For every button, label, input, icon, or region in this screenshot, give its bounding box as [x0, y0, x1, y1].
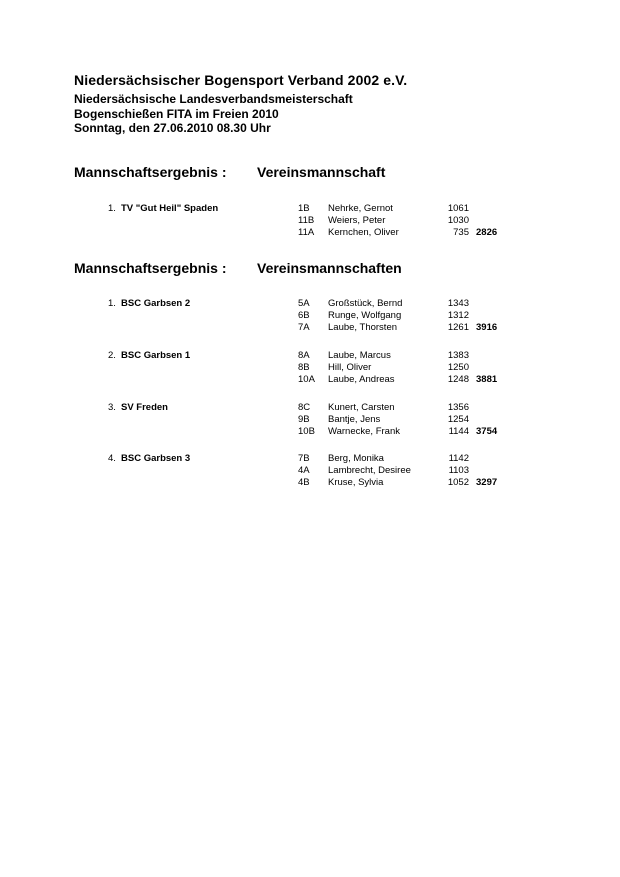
team-total: 3916: [476, 322, 498, 333]
document-title: Niedersächsischer Bogensport Verband 2002 e.V.: [74, 72, 408, 88]
target-position: 7A: [298, 322, 310, 333]
archer-name: Großstück, Bernd: [328, 298, 403, 309]
section-name: Vereinsmannschaft: [257, 164, 386, 180]
event-name: Niedersächsische Landesverbandsmeisterschaft: [74, 92, 353, 106]
member-row: [0, 350, 620, 362]
archer-name: Bantje, Jens: [328, 414, 381, 425]
team-rank: 4.: [108, 453, 116, 464]
member-row: [0, 310, 620, 322]
event-date: Sonntag, den 27.06.2010 08.30 Uhr: [74, 121, 271, 135]
archer-name: Kunert, Carsten: [328, 402, 395, 413]
team-rank: 1.: [108, 298, 116, 309]
archer-score: 1356: [447, 402, 469, 413]
team-name: BSC Garbsen 2: [121, 298, 191, 309]
member-row: [0, 203, 620, 215]
archer-name: Kernchen, Oliver: [328, 227, 399, 238]
archer-score: 1103: [448, 465, 469, 476]
team-name: TV "Gut Heil" Spaden: [121, 203, 219, 214]
archer-name: Hill, Oliver: [328, 362, 372, 373]
archer-name: Laube, Andreas: [328, 374, 395, 385]
target-position: 5A: [298, 298, 310, 309]
archer-score: 735: [453, 227, 469, 238]
team-name: BSC Garbsen 3: [121, 453, 191, 464]
target-position: 8C: [298, 402, 311, 413]
archer-score: 1312: [447, 310, 469, 321]
target-position: 4A: [298, 465, 310, 476]
member-row: [0, 298, 620, 310]
event-discipline: Bogenschießen FITA im Freien 2010: [74, 107, 279, 121]
archer-name: Weiers, Peter: [328, 215, 386, 226]
target-position: 10B: [298, 426, 315, 437]
archer-name: Kruse, Sylvia: [328, 477, 384, 488]
target-position: 6B: [298, 310, 310, 321]
member-row: [0, 477, 620, 489]
target-position: 8B: [298, 362, 310, 373]
target-position: 8A: [298, 350, 310, 361]
team-rank: 2.: [108, 350, 116, 361]
target-position: 1B: [298, 203, 310, 214]
member-row: [0, 426, 620, 438]
member-row: [0, 402, 620, 414]
section-label: Mannschaftsergebnis :: [74, 164, 227, 180]
target-position: 10A: [298, 374, 315, 385]
member-row: [0, 465, 620, 477]
team-name: SV Freden: [121, 402, 168, 413]
member-row: [0, 215, 620, 227]
archer-score: 1052: [447, 477, 469, 488]
section-label: Mannschaftsergebnis :: [74, 260, 227, 276]
team-rank: 1.: [108, 203, 116, 214]
target-position: 4B: [298, 477, 310, 488]
member-row: [0, 453, 620, 465]
archer-score: 1343: [447, 298, 469, 309]
archer-score: 1030: [447, 215, 469, 226]
archer-score: 1144: [448, 426, 469, 437]
archer-score: 1248: [447, 374, 469, 385]
archer-score: 1254: [447, 414, 469, 425]
member-row: [0, 227, 620, 239]
team-rank: 3.: [108, 402, 116, 413]
archer-score: 1142: [448, 453, 469, 464]
member-row: [0, 322, 620, 334]
member-row: [0, 414, 620, 426]
team-total: 3754: [476, 426, 498, 437]
archer-name: Runge, Wolfgang: [328, 310, 402, 321]
team-total: 3881: [476, 374, 498, 385]
archer-name: Laube, Thorsten: [328, 322, 398, 333]
target-position: 7B: [298, 453, 310, 464]
target-position: 9B: [298, 414, 310, 425]
team-total: 3297: [476, 477, 498, 488]
archer-score: 1383: [447, 350, 469, 361]
team-name: BSC Garbsen 1: [121, 350, 191, 361]
archer-score: 1250: [447, 362, 469, 373]
archer-name: Nehrke, Gernot: [328, 203, 393, 214]
archer-name: Laube, Marcus: [328, 350, 391, 361]
archer-name: Lambrecht, Desiree: [328, 465, 411, 476]
archer-score: 1261: [447, 322, 469, 333]
archer-score: 1061: [447, 203, 469, 214]
target-position: 11A: [298, 227, 315, 238]
team-total: 2826: [476, 227, 498, 238]
member-row: [0, 362, 620, 374]
target-position: 11B: [298, 215, 315, 226]
archer-name: Warnecke, Frank: [328, 426, 400, 437]
section-name: Vereinsmannschaften: [257, 260, 402, 276]
archer-name: Berg, Monika: [328, 453, 384, 464]
member-row: [0, 374, 620, 386]
